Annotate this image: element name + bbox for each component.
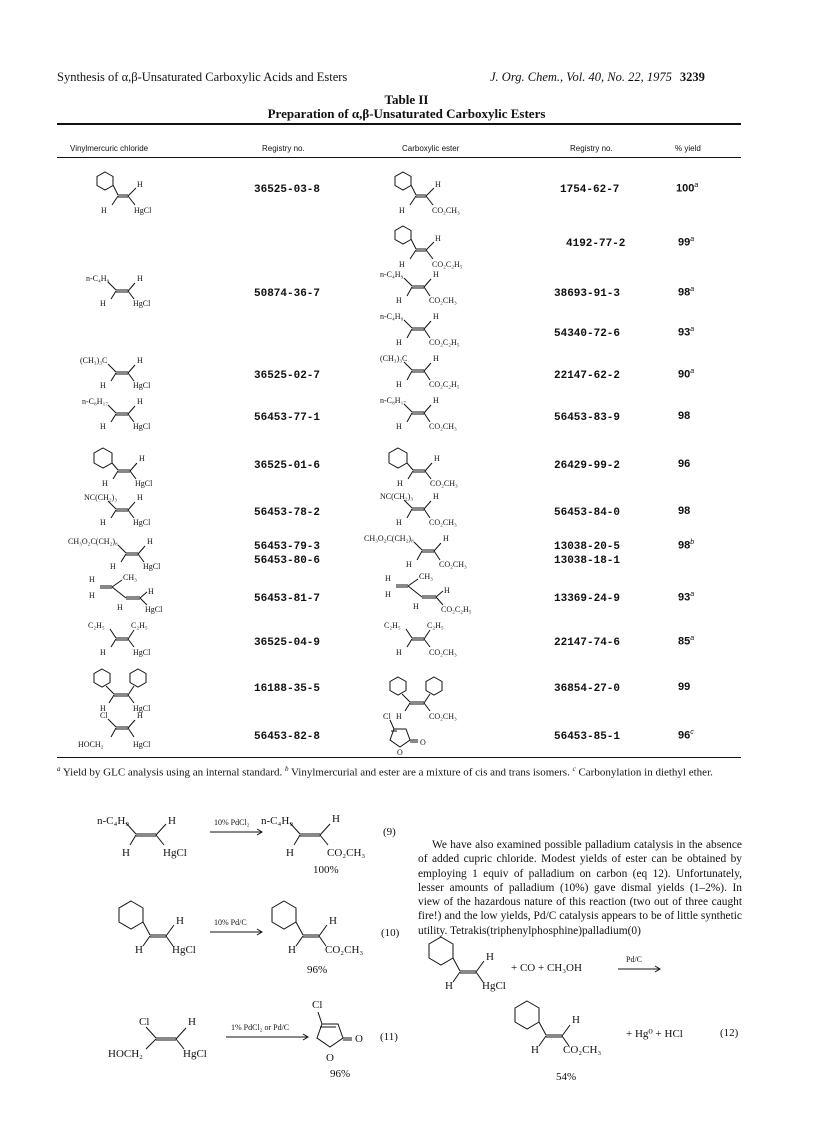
table-cell-reg1: 56453-81-7 xyxy=(254,593,321,605)
svg-text:n-C₈H₁₇: n-C₈H₁₇ xyxy=(380,396,407,405)
svg-text:CO₂CH₃: CO₂CH₃ xyxy=(432,206,460,215)
svg-text:CO₂CH₃: CO₂CH₃ xyxy=(439,560,467,569)
table-cell-yield: 98 xyxy=(678,410,691,422)
svg-text:H: H xyxy=(100,518,106,527)
svg-text:O: O xyxy=(397,748,403,757)
svg-text:H: H xyxy=(100,704,106,713)
svg-text:n-C₄H₉: n-C₄H₉ xyxy=(86,274,110,283)
svg-text:H: H xyxy=(486,951,494,963)
svg-text:HgCl: HgCl xyxy=(133,704,151,713)
svg-text:CO₂C₂H₅: CO₂C₂H₅ xyxy=(441,605,472,614)
svg-text:H: H xyxy=(168,815,176,827)
table-cell-reg2: 26429-99-2 xyxy=(554,460,621,472)
svg-text:H: H xyxy=(433,492,439,501)
svg-text:H: H xyxy=(399,260,405,269)
table-cell-yield: 96 xyxy=(678,458,691,470)
table-cell-reg2: 13369-24-9 xyxy=(554,593,621,605)
svg-text:C₂H₅: C₂H₅ xyxy=(88,621,105,630)
svg-text:HgCl: HgCl xyxy=(143,562,161,571)
svg-text:H: H xyxy=(413,602,419,611)
table-cell-yield: 98 xyxy=(678,505,691,517)
eq12-number: (12) xyxy=(720,1027,739,1039)
table-cell-reg1: 16188-35-5 xyxy=(254,683,321,695)
table-cell-yield: 93$^a$ xyxy=(678,591,695,604)
svg-text:HOCH₂: HOCH₂ xyxy=(108,1048,144,1060)
svg-text:n-C₄H₉: n-C₄H₉ xyxy=(97,815,130,827)
footnote-c: Carbonylation in diethyl ether. xyxy=(578,766,713,779)
table-label: Table II xyxy=(384,92,429,107)
svg-text:HgCl: HgCl xyxy=(133,648,151,657)
svg-text:CH₃O₂C(CH₂)₈: CH₃O₂C(CH₂)₈ xyxy=(364,534,414,543)
table-cell-reg1: 56453-77-1 xyxy=(254,412,321,424)
svg-text:HgCl: HgCl xyxy=(133,518,151,527)
svg-text:H: H xyxy=(176,915,184,927)
svg-text:H: H xyxy=(396,296,402,305)
eq11-reagent: 1% PdCl₂ or Pd/C xyxy=(231,1023,290,1032)
table-cell-reg2b: 13038-18-1 xyxy=(554,555,621,567)
svg-text:H: H xyxy=(117,603,123,612)
table-cell-reg1: 36525-03-8 xyxy=(254,184,321,196)
col-header-ester: Carboxylic ester xyxy=(402,144,460,153)
svg-text:CO₂C₂H₅: CO₂C₂H₅ xyxy=(429,338,460,347)
table-cell-yield: 99 xyxy=(678,681,691,693)
svg-text:H: H xyxy=(443,534,449,543)
table-cell-yield: 93$^a$ xyxy=(678,326,695,339)
svg-text:O: O xyxy=(326,1052,334,1064)
svg-text:n-C₄H₉: n-C₄H₉ xyxy=(380,312,404,321)
svg-text:H: H xyxy=(100,381,106,390)
table-cell-reg2: 56453-85-1 xyxy=(554,731,621,743)
svg-text:H: H xyxy=(137,274,143,283)
col-header-registry-2: Registry no. xyxy=(570,144,613,153)
eq11-yield: 96% xyxy=(330,1068,351,1080)
eq12-reagents: + CO + CH₃OH xyxy=(511,962,582,974)
svg-text:HgCl: HgCl xyxy=(172,944,196,956)
table-cell-reg2: 38693-91-3 xyxy=(554,288,621,300)
svg-text:H: H xyxy=(89,575,95,584)
svg-text:H: H xyxy=(434,454,440,463)
table-cell-reg1: 36525-04-9 xyxy=(254,637,321,649)
table-cell-reg2: 1754-62-7 xyxy=(560,184,620,196)
table-cell-reg1: 56453-79-3 xyxy=(254,541,321,553)
svg-text:H: H xyxy=(137,397,143,406)
table-cell-yield: 85$^a$ xyxy=(678,635,695,648)
svg-text:CO₂C₂H₅: CO₂C₂H₅ xyxy=(432,260,463,269)
table-cell-yield: 90$^a$ xyxy=(678,368,695,381)
svg-text:H: H xyxy=(137,711,143,720)
svg-text:H: H xyxy=(399,206,405,215)
svg-text:Cl: Cl xyxy=(383,712,391,721)
svg-text:H: H xyxy=(137,493,143,502)
svg-text:HgCl: HgCl xyxy=(134,206,152,215)
table-cell-yield: 96$^c$ xyxy=(678,729,694,742)
table-cell-reg1: 36525-01-6 xyxy=(254,460,321,472)
table-cell-reg1: 56453-78-2 xyxy=(254,507,321,519)
svg-text:CO₂CH₃: CO₂CH₃ xyxy=(325,944,364,956)
svg-text:H: H xyxy=(396,648,402,657)
eq9-yield: 100% xyxy=(313,864,339,876)
svg-text:Cl: Cl xyxy=(312,999,323,1011)
benzene-ring xyxy=(272,901,296,929)
svg-text:CO₂CH₃: CO₂CH₃ xyxy=(327,847,366,859)
svg-text:O: O xyxy=(355,1033,363,1045)
svg-text:HgCl: HgCl xyxy=(133,299,151,308)
svg-text:H: H xyxy=(139,454,145,463)
svg-text:HgCl: HgCl xyxy=(133,422,151,431)
svg-text:(CH₃)₃C: (CH₃)₃C xyxy=(380,354,408,363)
svg-text:H: H xyxy=(433,270,439,279)
svg-text:C₂H₅: C₂H₅ xyxy=(131,621,148,630)
table-cell-reg2: 36854-27-0 xyxy=(554,683,621,695)
svg-text:NC(CH₂)₃: NC(CH₂)₃ xyxy=(380,492,414,501)
eq12-yield: 54% xyxy=(556,1071,577,1083)
table-cell-reg2: 13038-20-5 xyxy=(554,541,621,553)
eq10-reagent: 10% Pd/C xyxy=(214,918,247,927)
benzene-ring xyxy=(429,937,453,965)
svg-text:CO₂CH₃: CO₂CH₃ xyxy=(429,648,457,657)
svg-text:H: H xyxy=(435,180,441,189)
col-header-vinylmercuric: Vinylmercuric chloride xyxy=(70,144,149,153)
eq12-products: + Hg⁰ + HCl xyxy=(626,1028,683,1040)
running-head-title: Synthesis of α,β-Unsaturated Carboxylic Acids and Esters xyxy=(57,70,348,84)
eq9-number: (9) xyxy=(383,826,396,838)
svg-text:H: H xyxy=(396,518,402,527)
col-header-registry-1: Registry no. xyxy=(262,144,305,153)
eq10-yield: 96% xyxy=(307,964,328,976)
svg-text:H: H xyxy=(100,648,106,657)
svg-text:HgCl: HgCl xyxy=(145,605,163,614)
table-cell-reg2: 56453-84-0 xyxy=(554,507,621,519)
svg-text:H: H xyxy=(572,1014,580,1026)
eq9-reagent: 10% PdCl₂ xyxy=(214,818,250,827)
svg-text:H: H xyxy=(332,813,340,825)
svg-text:H: H xyxy=(137,180,143,189)
journal-citation: J. Org. Chem., Vol. 40, No. 22, 1975 xyxy=(490,70,672,84)
body-paragraph: We have also examined possible palladium catalysis in the absence of added cupric chloride. Modest yields of ester can be obtained by employing 1 equiv of palladium on carbon (eq 12). Unfortunately, lesser amounts of palladium (10%) gave dismal yields (1–2%). In view of the hazardous nature of this reaction (two out of three caught fire!) and the low yields, Pd/C catalysis appears to be of little synthetic utility. Tetrakis(triphenylphosphine)palladium(0) xyxy=(418,839,742,937)
svg-text:H: H xyxy=(433,312,439,321)
svg-text:n-C₈H₁₇: n-C₈H₁₇ xyxy=(82,397,109,406)
eq11-number: (11) xyxy=(380,1031,398,1043)
svg-text:H: H xyxy=(396,422,402,431)
table-cell-reg2: 22147-74-6 xyxy=(554,637,621,649)
svg-text:H: H xyxy=(444,586,450,595)
svg-text:NC(CH₂)₃: NC(CH₂)₃ xyxy=(84,493,118,502)
svg-text:H: H xyxy=(406,560,412,569)
svg-text:HOCH₂: HOCH₂ xyxy=(78,740,104,749)
benzene-ring xyxy=(515,1001,539,1029)
svg-text:H: H xyxy=(137,356,143,365)
svg-text:Cl: Cl xyxy=(139,1016,150,1028)
svg-text:H: H xyxy=(89,591,95,600)
table-cell-yield: 99$^a$ xyxy=(678,236,695,249)
svg-text:H: H xyxy=(147,537,153,546)
svg-text:H: H xyxy=(188,1016,196,1028)
svg-text:H: H xyxy=(110,562,116,571)
page-number: 3239 xyxy=(679,70,705,84)
svg-text:CO₂CH₃: CO₂CH₃ xyxy=(429,296,457,305)
table-title: Preparation of α,β-Unsaturated Carboxylic Esters xyxy=(267,106,546,121)
eq12-catalyst: Pd/C xyxy=(626,955,643,964)
svg-text:H: H xyxy=(122,847,130,859)
svg-text:H: H xyxy=(531,1044,539,1056)
benzene-ring xyxy=(119,901,143,929)
svg-text:HgCl: HgCl xyxy=(482,980,506,992)
svg-text:CO₂CH₃: CO₂CH₃ xyxy=(563,1044,602,1056)
svg-text:(CH₃)₃C: (CH₃)₃C xyxy=(80,356,108,365)
svg-text:H: H xyxy=(101,206,107,215)
svg-text:H: H xyxy=(100,422,106,431)
table-cell-yield: 98$^a$ xyxy=(678,286,695,299)
table-cell-yield: 100$^a$ xyxy=(676,182,699,195)
svg-text:Cl: Cl xyxy=(100,711,108,720)
svg-text:CO₂CH₃: CO₂CH₃ xyxy=(429,518,457,527)
svg-text:HgCl: HgCl xyxy=(163,847,187,859)
svg-text:H: H xyxy=(397,479,403,488)
svg-text:H: H xyxy=(288,944,296,956)
table-cell-reg2: 4192-77-2 xyxy=(566,238,626,250)
svg-text:H: H xyxy=(385,590,391,599)
svg-text:H: H xyxy=(385,574,391,583)
table-cell-yield: 98$^b$ xyxy=(678,539,695,552)
svg-text:HgCl: HgCl xyxy=(133,381,151,390)
svg-text:CO₂C₂H₅: CO₂C₂H₅ xyxy=(429,380,460,389)
svg-text:H: H xyxy=(329,915,337,927)
footnote-b: Vinylmercurial and ester are a mixture of cis and trans isomers. xyxy=(291,766,570,779)
svg-text:H: H xyxy=(435,234,441,243)
footnote-a: Yield by GLC analysis using an internal standard. xyxy=(62,766,283,779)
table-cell-reg2: 54340-72-6 xyxy=(554,328,621,340)
svg-text:n-C₄H₉: n-C₄H₉ xyxy=(380,270,404,279)
svg-text:H: H xyxy=(286,847,294,859)
svg-text:CO₂CH₃: CO₂CH₃ xyxy=(430,479,458,488)
svg-text:n-C₄H₉: n-C₄H₉ xyxy=(261,815,294,827)
svg-text:H: H xyxy=(396,712,402,721)
eq10-number: (10) xyxy=(381,927,400,939)
svg-text:CO₂CH₃: CO₂CH₃ xyxy=(429,712,457,721)
svg-text:CH₃: CH₃ xyxy=(123,573,137,582)
svg-text:CH₃: CH₃ xyxy=(419,572,433,581)
svg-text:HgCl: HgCl xyxy=(183,1048,207,1060)
svg-text:H: H xyxy=(396,380,402,389)
table-cell-reg2: 22147-62-2 xyxy=(554,370,621,382)
table-footnotes: $^a$ Yield by GLC analysis using an internal standard. $^b$ Vinylmercurial and ester are a mixture of cis and trans isomers. $^c$ Carbonylation in diethyl ether. xyxy=(57,765,713,779)
svg-text:CO₂CH₃: CO₂CH₃ xyxy=(429,422,457,431)
svg-text:H: H xyxy=(396,338,402,347)
svg-text:C₂H₅: C₂H₅ xyxy=(384,621,401,630)
svg-text:O: O xyxy=(420,738,426,747)
table-cell-reg1: 56453-82-8 xyxy=(254,731,321,743)
svg-text:HgCl: HgCl xyxy=(133,740,151,749)
col-header-yield: % yield xyxy=(675,144,701,153)
svg-text:H: H xyxy=(445,980,453,992)
table-cell-reg1: 36525-02-7 xyxy=(254,370,321,382)
svg-text:H: H xyxy=(100,299,106,308)
table-cell-reg1b: 56453-80-6 xyxy=(254,555,321,567)
table-cell-reg2: 56453-83-9 xyxy=(554,412,621,424)
svg-text:C₂H₅: C₂H₅ xyxy=(427,621,444,630)
svg-text:H: H xyxy=(433,396,439,405)
svg-text:HgCl: HgCl xyxy=(135,479,153,488)
svg-text:H: H xyxy=(148,587,154,596)
svg-text:H: H xyxy=(433,354,439,363)
table-cell-reg1: 50874-36-7 xyxy=(254,288,321,300)
svg-text:CH₃O₂C(CH₂)₈: CH₃O₂C(CH₂)₈ xyxy=(68,537,118,546)
svg-text:H: H xyxy=(102,479,108,488)
svg-text:H: H xyxy=(135,944,143,956)
